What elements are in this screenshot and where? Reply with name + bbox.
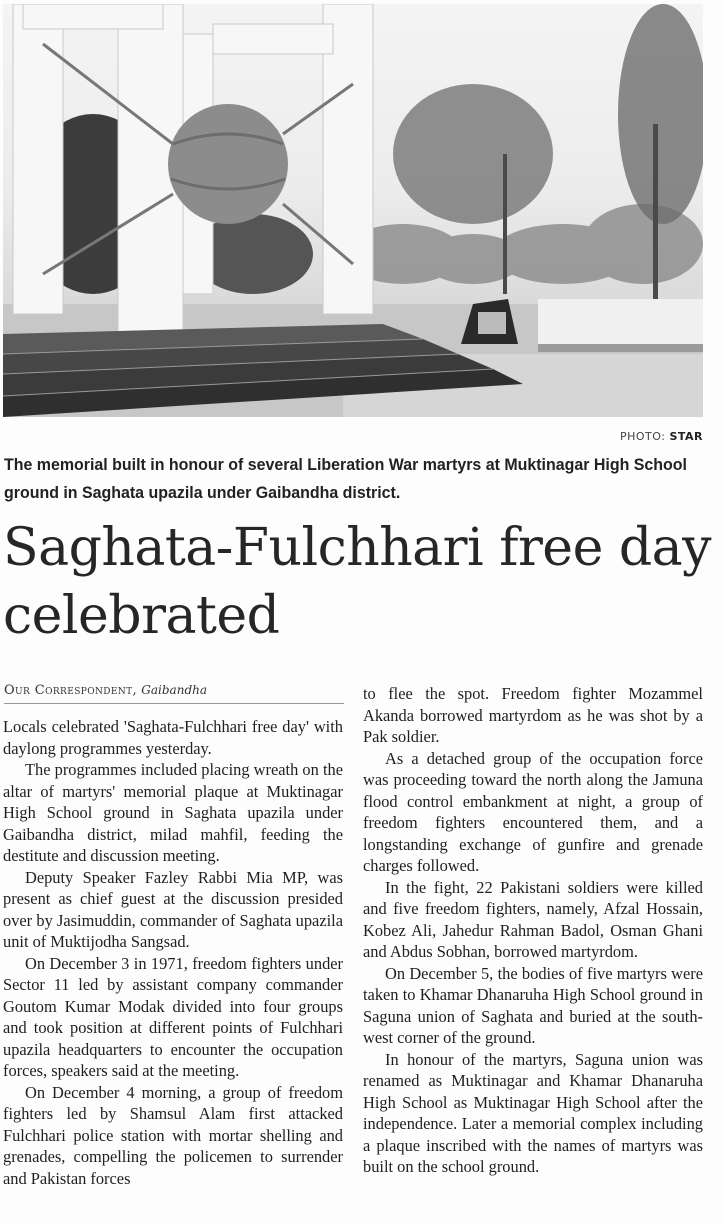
- paragraph: Locals celebrated 'Saghata-Fulchhari free day' with daylong programmes yesterday.: [3, 717, 343, 758]
- byline: [4, 683, 344, 704]
- photo-credit: [620, 430, 703, 443]
- paragraph: On December 3 in 1971, freedom fighters under Sector 11 led by assistant company commander Goutom Kumar Modak divided into four groups and took position at different points of Fulchhari upazila headquarters to encounter the occupation forces, speakers said at the meeting.: [3, 953, 343, 1080]
- paragraph: to flee the spot. Freedom fighter Mozammel Akanda borrowed martyrdom as he was shot by a Pak soldier.: [363, 684, 703, 746]
- article-column-1: [3, 716, 343, 1189]
- paragraph: In honour of the martyrs, Saguna union was renamed as Muktinagar and Khamar Dhanaruha High School as Muktinagar High School after the independence. Later a memorial complex including a plaque inscribed with the names of martyrs was built on the school ground.: [363, 1049, 703, 1176]
- article-column-2: [363, 683, 703, 1178]
- paragraph: Deputy Speaker Fazley Rabbi Mia MP, was present as chief guest at the discussion presided over by Jasimuddin, commander of Saghata upazila unit of Muktijodha Sangsad.: [3, 867, 343, 951]
- byline-place: Gaibandha: [141, 683, 208, 697]
- paragraph: In the fight, 22 Pakistani soldiers were killed and five freedom fighters, namely, Afzal Hossain, Kobez Ali, Jahedur Rahman Badol, Osman Ghani and Abdus Sobhan, borrowed martyrdom.: [363, 877, 703, 961]
- paragraph: The programmes included placing wreath on the altar of martyrs' memorial plaque at Muktinagar High School ground in Saghata upazila under Gaibandha district, milad mahfil, feeding the destitute and discussion meeting.: [3, 760, 343, 865]
- photo-credit-label: PHOTO:: [619, 430, 666, 443]
- paragraph: On December 4 morning, a group of freedom fighters led by Shamsul Alam first attacked Fulchhari police station with mortar shelling and grenades, compelling the policemen to surrender and Pakistan forces: [3, 1082, 343, 1188]
- paragraph: As a detached group of the occupation force was proceeding toward the north along the Jamuna flood control embankment at night, a group of freedom fighters encountered them, and a longstanding exchange of gunfire and grenade charges followed.: [363, 748, 703, 875]
- photo-caption: The memorial built in honour of several Liberation War martyrs at Muktinagar High School ground in Saghata upazila under Gaibandha district.: [4, 456, 687, 502]
- paragraph: On December 5, the bodies of five martyrs were taken to Khamar Dhanaruha High School ground in Saguna union of Saghata and buried at the south-west corner of the ground.: [363, 963, 703, 1047]
- headline: Saghata-Fulchhari free day celebrated: [3, 518, 712, 646]
- memorial-photo: [3, 4, 703, 417]
- photo-credit-source: STAR: [669, 430, 703, 443]
- byline-author: Our Correspondent,: [4, 683, 138, 698]
- memorial-illustration: [3, 4, 703, 417]
